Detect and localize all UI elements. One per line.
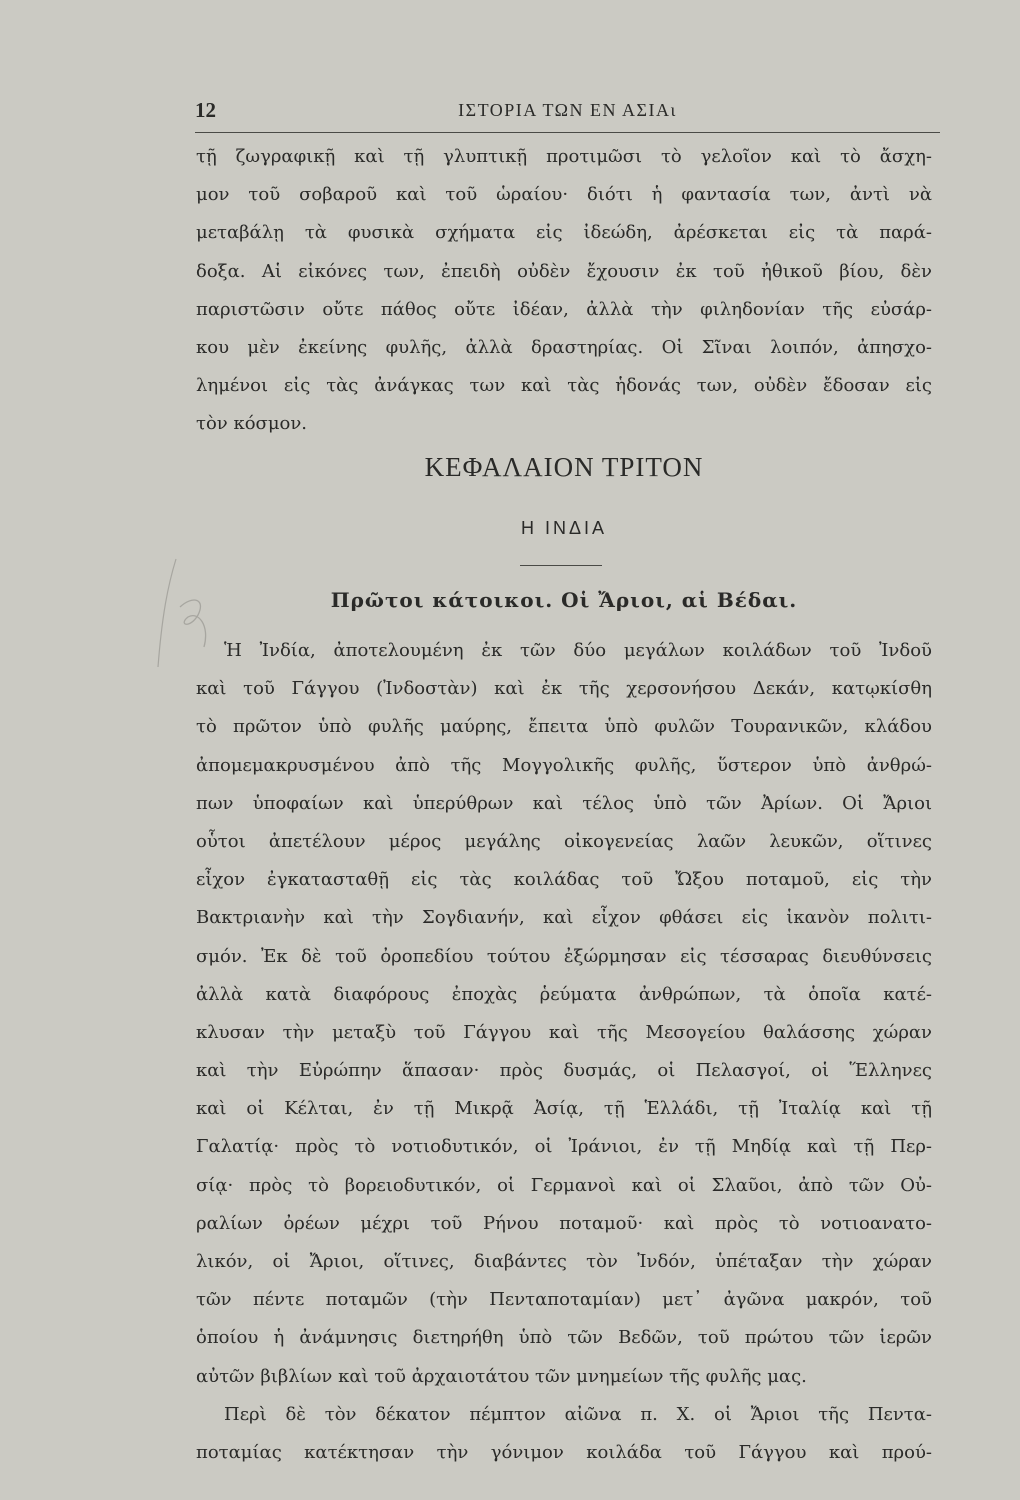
text-line: κου μὲν ἐκείνης φυλῆς, ἀλλὰ δραστηρίας. Οἱ Σῖναι λοιπόν, ἀπησχο- xyxy=(196,336,932,358)
text-line: καὶ τὴν Εὐρώπην ἅπασαν· πρὸς δυσμάς, οἱ Πελασγοί, οἱ Ἕλληνες xyxy=(196,1060,932,1082)
text-line: κλυσαν τὴν μεταξὺ τοῦ Γάγγου καὶ τῆς Μεσογείου θαλάσσης χώραν xyxy=(196,1021,932,1043)
running-title: ΙΣΤΟΡΙΑ ΤΩΝ ΕΝ ΑΣΙΑι xyxy=(458,100,677,120)
text-line: λικόν, οἱ Ἄριοι, οἵτινες, διαβάντες τὸν Ἰνδόν, ὑπέταξαν τὴν χώραν xyxy=(196,1251,932,1272)
running-head xyxy=(195,98,940,133)
section-title: Η ΙΝΔΙΑ xyxy=(520,518,608,538)
text-line: καὶ οἱ Κέλται, ἐν τῇ Μικρᾷ Ἀσίᾳ, τῇ Ἑλλάδι, τῇ Ἰταλίᾳ καὶ τῇ xyxy=(196,1098,932,1120)
text-line: σίᾳ· πρὸς τὸ βορειοδυτικόν, οἱ Γερμανοὶ καὶ οἱ Σλαῦοι, ἀπὸ τῶν Οὐ- xyxy=(196,1174,932,1196)
text-line: λημένοι εἰς τὰς ἀνάγκας των καὶ τὰς ἡδονάς των, οὐδὲν ἔδοσαν εἰς xyxy=(196,375,932,397)
section-subtitle: Πρῶτοι κάτοικοι. Οἱ Ἄριοι, αἱ Βέδαι. xyxy=(330,588,798,612)
text-line: εἶχον ἐγκατασταθῇ εἰς τὰς κοιλάδας τοῦ Ὤξου ποταμοῦ, εἰς τὴν xyxy=(196,869,932,891)
text-line: ραλίων ὀρέων μέχρι τοῦ Ρήνου ποταμοῦ· καὶ πρὸς τὸ νοτιοανατο- xyxy=(196,1212,932,1234)
text-line: πων ὑποφαίων καὶ ὑπερύθρων καὶ τέλος ὑπὸ τῶν Ἀρίων. Οἱ Ἄριοι xyxy=(196,792,932,814)
text-line: ὁποίου ἡ ἀνάμνησις διετηρήθη ὑπὸ τῶν Βεδῶν, τοῦ πρώτου τῶν ἱερῶν xyxy=(196,1327,932,1349)
text-line: Γαλατίᾳ· πρὸς τὸ νοτιοδυτικόν, οἱ Ἰράνιοι, ἐν τῇ Μηδίᾳ καὶ τῇ Περ- xyxy=(196,1136,932,1158)
text-line: σμόν. Ἐκ δὲ τοῦ ὀροπεδίου τούτου ἐξώρμησαν εἰς τέσσαρας διευθύνσεις xyxy=(196,945,932,967)
paragraph-2 xyxy=(196,632,932,1472)
text-line: δοξα. Αἱ εἰκόνες των, ἐπειδὴ οὐδὲν ἔχουσιν ἐκ τοῦ ἠθικοῦ βίου, δὲν xyxy=(196,260,932,282)
section-divider xyxy=(520,565,602,566)
text-line: τὸ πρῶτον ὑπὸ φυλῆς μαύρης, ἔπειτα ὑπὸ φυλῶν Τουρανικῶν, κλάδου xyxy=(196,716,932,738)
paragraph-1 xyxy=(196,138,932,444)
text-line: παριστῶσιν οὔτε πάθος οὔτε ἰδέαν, ἀλλὰ τὴν φιληδονίαν τῆς εὐσάρ- xyxy=(196,298,932,320)
text-line: μον τοῦ σοβαροῦ καὶ τοῦ ὡραίου· διότι ἡ φαντασία των, ἀντὶ νὰ xyxy=(196,184,932,206)
text-line: ἀλλὰ κατὰ διαφόρους ἐποχὰς ῥεύματα ἀνθρώπων, τὰ ὁποῖα κατέ- xyxy=(196,983,932,1005)
text-line: ἀπομεμακρυσμένου ἀπὸ τῆς Μογγολικῆς φυλῆς, ὕστερον ὑπὸ ἀνθρώ- xyxy=(196,754,932,776)
text-line: ποταμίας κατέκτησαν τὴν γόνιμον κοιλάδα τοῦ Γάγγου καὶ πρού- xyxy=(196,1441,932,1463)
chapter-title: ΚΕΦΑΛΑΙΟΝ ΤΡΙΤΟΝ xyxy=(424,452,704,482)
text-line: μεταβάλῃ τὰ φυσικὰ σχήματα εἰς ἰδεώδη, ἀρέσκεται εἰς τὰ παρά- xyxy=(196,222,932,244)
text-line: Βακτριανὴν καὶ τὴν Σογδιανήν, καὶ εἶχον φθάσει εἰς ἱκανὸν πολιτι- xyxy=(196,907,932,929)
text-line: αὐτῶν βιβλίων καὶ τοῦ ἀρχαιοτάτου τῶν μνημείων τῆς φυλῆς μας. xyxy=(196,1365,807,1387)
text-line: Περὶ δὲ τὸν δέκατον πέμπτον αἰῶνα π. Χ. οἱ Ἄριοι τῆς Πεντα- xyxy=(224,1403,932,1425)
text-line: τὸν κόσμον. xyxy=(196,413,308,435)
text-line: τῇ ζωγραφικῇ καὶ τῇ γλυπτικῇ προτιμῶσι τὸ γελοῖον καὶ τὸ ἄσχη- xyxy=(196,146,932,167)
text-line: Ἡ Ἰνδία, ἀποτελουμένη ἐκ τῶν δύο μεγάλων κοιλάδων τοῦ Ἰνδοῦ xyxy=(224,640,932,661)
text-line: οὗτοι ἀπετέλουν μέρος μεγάλης οἰκογενείας λαῶν λευκῶν, οἵτινες xyxy=(196,830,932,852)
page-number: 12 xyxy=(195,98,216,122)
text-line: τῶν πέντε ποταμῶν (τὴν Πενταποταμίαν) μετ᾽ ἀγῶνα μακρόν, τοῦ xyxy=(196,1289,932,1311)
text-line: καὶ τοῦ Γάγγου (Ἰνδοστὰν) καὶ ἐκ τῆς χερσονήσου Δεκάν, κατῳκίσθη xyxy=(196,678,932,700)
